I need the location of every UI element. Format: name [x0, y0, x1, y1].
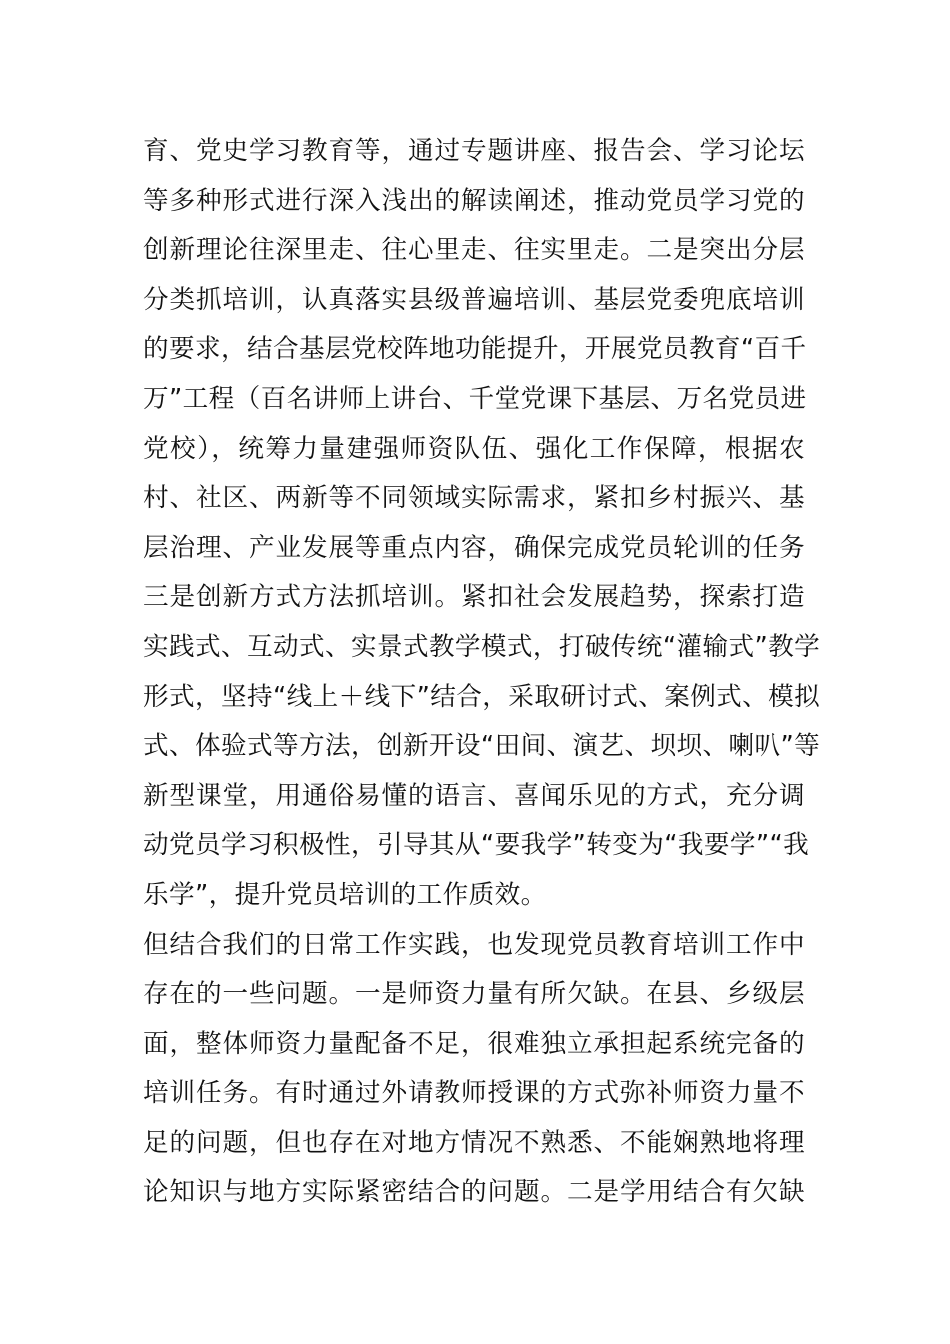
text-line: 三是创新方式方法抓培训。紧扣社会发展趋势，探索打造 [143, 582, 805, 613]
text-line: 的要求，结合基层党校阵地功能提升，开展党员教育“百千 [143, 334, 807, 365]
text-line: 村、社区、两新等不同领域实际需求，紧扣乡村振兴、基 [143, 483, 805, 514]
body-text [143, 127, 821, 1218]
text-line: 等多种形式进行深入浅出的解读阐述，推动党员学习党的 [143, 185, 805, 216]
text-line: 万”工程（百名讲师上讲台、千堂党课下基层、万名党员进 [143, 383, 807, 414]
text-line: 实践式、互动式、实景式教学模式，打破传统“灌输式”教学 [143, 631, 821, 662]
text-line: 乐学”，提升党员培训的工作质效。 [143, 879, 547, 910]
text-line: 层治理、产业发展等重点内容，确保完成党员轮训的任务 [143, 532, 805, 563]
text-line: 新型课堂，用通俗易懂的语言、喜闻乐见的方式，充分调 [143, 780, 805, 811]
text-line: 足的问题，但也存在对地方情况不熟悉、不能娴熟地将理 [143, 1127, 805, 1158]
text-line: 论知识与地方实际紧密结合的问题。二是学用结合有欠缺 [143, 1177, 805, 1208]
text-line: 创新理论往深里走、往心里走、往实里走。二是突出分层 [143, 235, 805, 266]
text-line: 分类抓培训，认真落实县级普遍培训、基层党委兜底培训 [143, 284, 805, 315]
text-line: 培训任务。有时通过外请教师授课的方式弥补师资力量不 [143, 1078, 805, 1109]
text-line: 面，整体师资力量配备不足，很难独立承担起系统完备的 [143, 1028, 805, 1059]
text-line: 形式，坚持“线上＋线下”结合，采取研讨式、案例式、模拟 [143, 681, 821, 712]
paragraph-training-methods [143, 127, 821, 921]
text-line: 但结合我们的日常工作实践，也发现党员教育培训工作中 [143, 929, 805, 960]
text-line: 育、党史学习教育等，通过专题讲座、报告会、学习论坛 [143, 136, 805, 166]
paragraph-existing-problems [143, 921, 809, 1219]
text-line: 式、体验式等方法，创新开设“田间、演艺、坝坝、喇叭”等 [143, 731, 821, 762]
text-line: 动党员学习积极性，引导其从“要我学”转变为“我要学”“我 [143, 830, 810, 861]
text-line: 党校），统筹力量建强师资队伍、强化工作保障，根据农 [143, 433, 805, 464]
text-line: 存在的一些问题。一是师资力量有所欠缺。在县、乡级层 [143, 979, 805, 1010]
